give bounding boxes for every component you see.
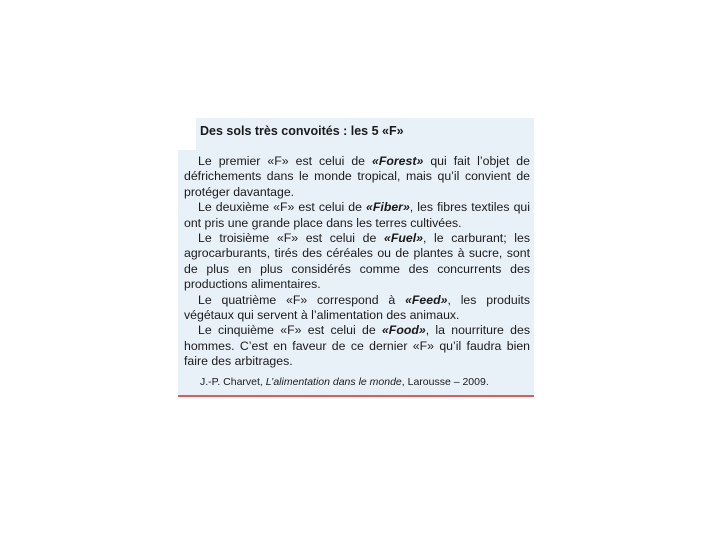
paragraph-feed — [184, 293, 530, 324]
paragraph-text: , le carburant; les agrocarburants, tirés des céréales ou de plantes à sucre, sont de plus en plus considérés comme des concurrents des productions alimentaires. — [184, 231, 530, 292]
source-citation — [200, 376, 489, 388]
paragraph-fuel — [184, 231, 530, 293]
paragraph-fiber — [184, 200, 530, 231]
paragraph-text: Le troisième «F» est celui de — [198, 231, 385, 246]
title-tab — [178, 118, 196, 150]
paragraph-text: , la nourriture des hommes. C’est en faveur de ce dernier «F» qu’il faudra bien faire des arbitrages. — [184, 323, 530, 369]
paragraph-text: , les produits végétaux qui servent à l’alimentation des animaux. — [184, 292, 530, 323]
paragraph-text: Le quatrième «F» correspond à — [198, 292, 406, 307]
term-feed: «Feed» — [405, 292, 448, 307]
paragraph-text: , les fibres textiles qui ont pris une grande place dans les terres cultivées. — [184, 200, 530, 230]
citation-author: J.-P. Charvet, — [200, 376, 266, 388]
paragraph-text: Le cinquième «F» est celui de — [198, 323, 382, 338]
citation-work: L’alimentation dans le monde — [265, 376, 402, 388]
term-fuel: «Fuel» — [384, 231, 423, 246]
box-body — [184, 154, 530, 370]
paragraph-text: Le premier «F» est celui de — [198, 154, 373, 168]
citation-publisher: , Larousse – 2009. — [401, 376, 489, 388]
paragraph-text: Le deuxième «F» est celui de — [198, 200, 367, 215]
paragraph-forest — [184, 154, 530, 200]
paragraph-text: qui fait l’objet de défrichements dans le monde tropical, mais qu’il convient de protéger davantage. — [184, 154, 530, 199]
term-fiber: «Fiber» — [366, 200, 410, 215]
term-food: «Food» — [381, 323, 426, 338]
term-forest: «Forest» — [372, 154, 424, 168]
box-title: Des sols très convoités : les 5 «F» — [200, 124, 404, 138]
paragraph-food — [184, 323, 530, 369]
